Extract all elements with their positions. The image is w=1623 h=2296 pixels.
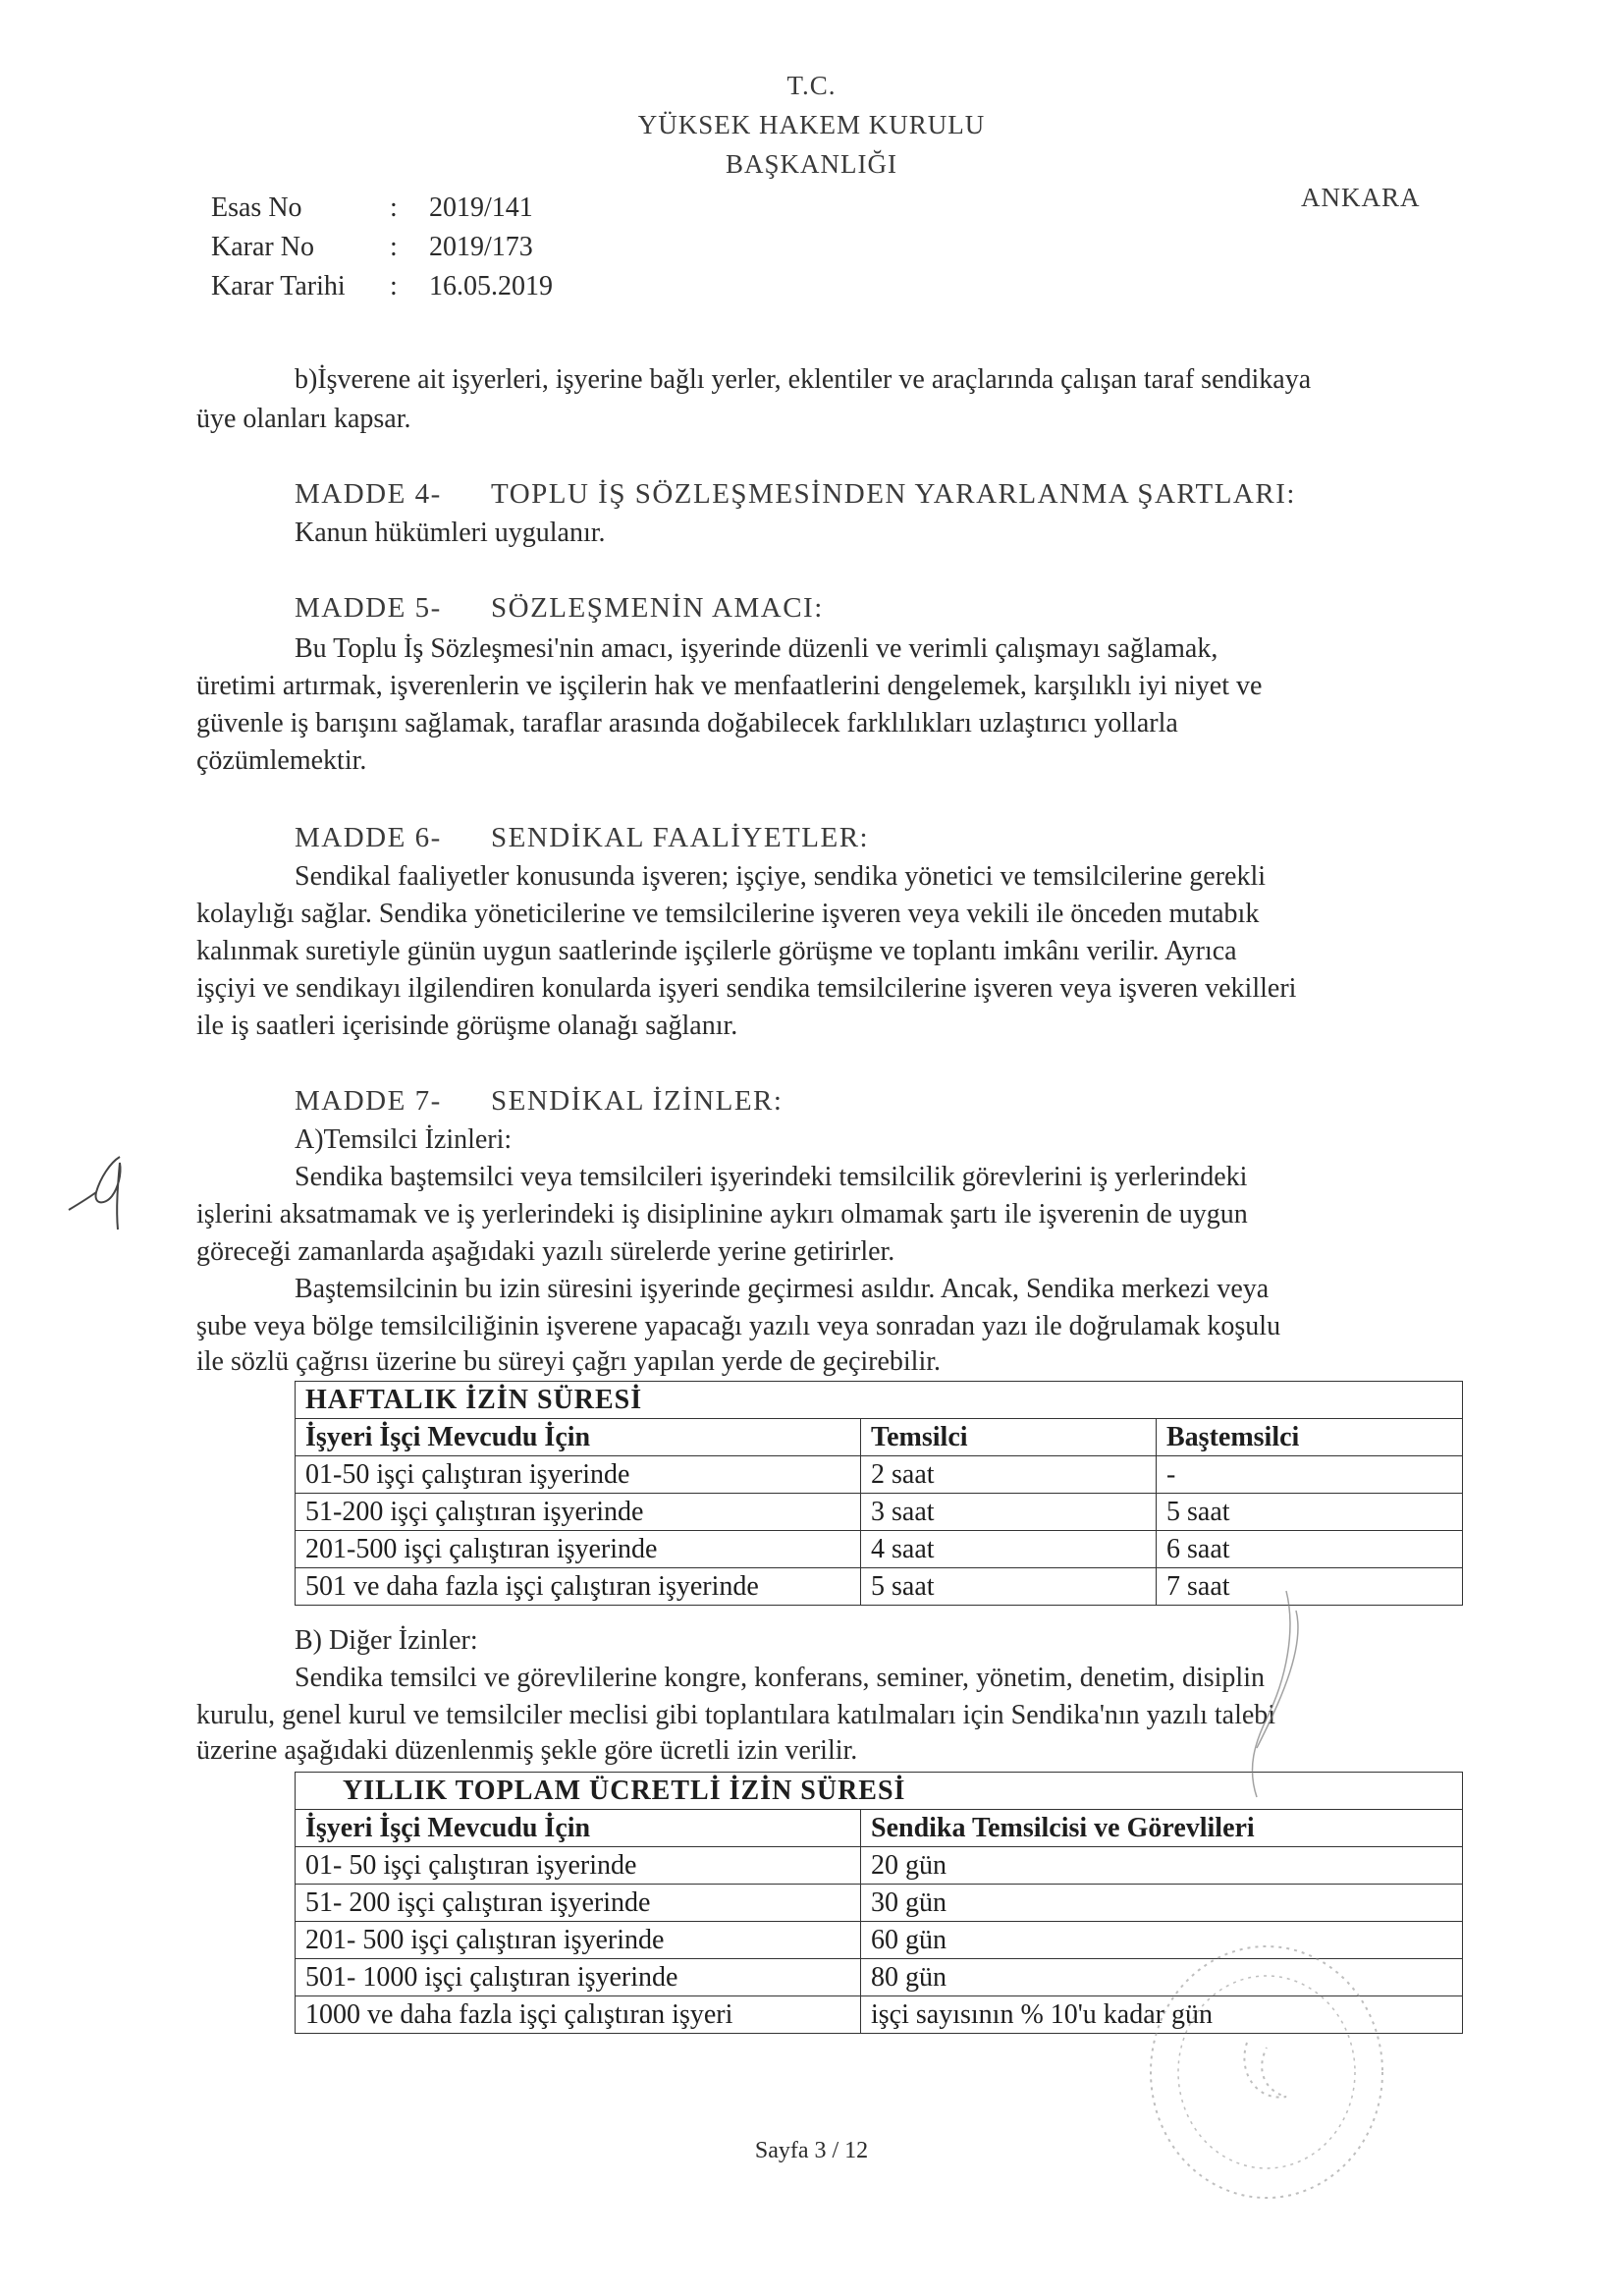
handwritten-initial-mark (61, 1149, 149, 1257)
madde-5-line-2: üretimi artırmak, işverenlerin ve işçilerin hak ve menfaatlerini dengelemek, karşılıklı iyi niyet ve (196, 671, 1263, 701)
madde-7-b-line-1: Sendika temsilci ve görevlilerine kongre, konferans, seminer, yönetim, denetim, disiplin (295, 1663, 1265, 1693)
table-cell: 201- 500 işçi çalıştıran işyerinde (296, 1922, 861, 1959)
page-number: Sayfa 3 / 12 (754, 2138, 869, 2163)
madde-7-heading (295, 1082, 783, 1120)
table-cell: 60 gün (861, 1922, 1463, 1959)
madde-6-title: SENDİKAL FAALİYETLER: (491, 822, 870, 853)
meta-colon: : (390, 192, 398, 223)
meta-label: Karar Tarihi (211, 271, 346, 301)
table-cell: 80 gün (861, 1959, 1463, 1996)
madde-6-line-2: kolaylığı sağlar. Sendika yöneticilerine ve temsilcilerine işveren veya vekili ile önceden mutabık (196, 899, 1260, 929)
table-cell: 20 gün (861, 1847, 1463, 1885)
col-header-chief-representative: Baştemsilci (1157, 1419, 1463, 1456)
table-cell: 51- 200 işçi çalıştıran işyerinde (296, 1885, 861, 1922)
table-row (296, 1494, 1463, 1531)
table-cell: 501- 1000 işçi çalıştıran işyerinde (296, 1959, 861, 1996)
meta-row-esas (211, 189, 553, 228)
madde-7-a-line-1: Sendika baştemsilci veya temsilcileri işyerindeki temsilcilik görevlerini iş yerlerindeki (295, 1162, 1248, 1192)
meta-value: 16.05.2019 (429, 271, 553, 301)
weekly-leave-title: HAFTALIK İZİN SÜRESİ (296, 1382, 1463, 1419)
table-cell: 2 saat (861, 1456, 1157, 1494)
madde-6-line-1: Sendikal faaliyetler konusunda işveren; işçiye, sendika yönetici ve temsilcilerine gerekli (295, 861, 1267, 892)
madde-4-text: Kanun hükümleri uygulanır. (295, 518, 606, 548)
meta-label: Karar No (211, 232, 314, 262)
madde-7-b-line-3: üzerine aşağıdaki düzenlenmiş şekle göre ücretli izin verilir. (196, 1735, 858, 1766)
table-cell: işçi sayısının % 10'u kadar gün (861, 1996, 1463, 2034)
madde-5-heading (295, 589, 824, 627)
table-cell: 01-50 işçi çalıştıran işyerinde (296, 1456, 861, 1494)
table-cell: 51-200 işçi çalıştıran işyerinde (296, 1494, 861, 1531)
table-row (296, 1456, 1463, 1494)
table-header-row (296, 1419, 1463, 1456)
col-header-representative: Temsilci (861, 1419, 1157, 1456)
meta-value: 2019/173 (429, 232, 533, 262)
table-cell: 01- 50 işçi çalıştıran işyerinde (296, 1847, 861, 1885)
madde-5-line-1: Bu Toplu İş Sözleşmesi'nin amacı, işyerinde düzenli ve verimli çalışmayı sağlamak, (295, 633, 1218, 664)
madde-6-line-5: ile iş saatleri içerisinde görüşme olanağı sağlanır. (196, 1011, 738, 1041)
madde-7-b-line-2: kurulu, genel kurul ve temsilciler meclisi gibi toplantılara katılmaları için Sendika'nın yazılı talebi (196, 1700, 1276, 1730)
madde-5-title: SÖZLEŞMENİN AMACI: (491, 592, 824, 624)
table-row (296, 1885, 1463, 1922)
col-header-workforce: İşyeri İşçi Mevcudu İçin (296, 1810, 861, 1847)
madde-4-number: MADDE 4- (295, 478, 442, 510)
madde-4-title: TOPLU İŞ SÖZLEŞMESİNDEN YARARLANMA ŞARTLARI: (491, 478, 1296, 510)
madde-5-line-3: güvenle iş barışını sağlamak, taraflar arasında doğabilecek farklılıkları uzlaştırıcı yollarla (196, 708, 1178, 738)
meta-row-tarih (211, 267, 553, 306)
table-cell: 5 saat (1157, 1494, 1463, 1531)
header-presidency: BAŞKANLIĞI (726, 149, 897, 179)
official-stamp (1129, 1925, 1404, 2219)
madde-5-line-4: çözümlemektir. (196, 745, 367, 776)
madde-4-heading (295, 475, 1296, 513)
table-cell: 501 ve daha fazla işçi çalıştıran işyerinde (296, 1568, 861, 1606)
table-cell: - (1157, 1456, 1463, 1494)
madde-7-sub-b: B) Diğer İzinler: (295, 1625, 478, 1656)
madde-7-a-line-5: şube veya bölge temsilciliğinin işverene yapacağı yazılı veya sonradan yazı ile doğrulamak koşulu (196, 1311, 1281, 1341)
annual-leave-title: YILLIK TOPLAM ÜCRETLİ İZİN SÜRESİ (296, 1773, 1463, 1810)
col-header-workforce: İşyeri İşçi Mevcudu İçin (296, 1419, 861, 1456)
table-cell: 201-500 işçi çalıştıran işyerinde (296, 1531, 861, 1568)
madde-6-number: MADDE 6- (295, 822, 442, 853)
meta-label: Esas No (211, 192, 302, 223)
case-meta (211, 189, 553, 306)
table-cell: 6 saat (1157, 1531, 1463, 1568)
madde-7-a-line-4: Baştemsilcinin bu izin süresini işyerinde geçirmesi asıldır. Ancak, Sendika merkezi veya (295, 1274, 1270, 1304)
madde-7-number: MADDE 7- (295, 1085, 442, 1117)
madde-6-heading (295, 819, 869, 856)
intro-line-2: üye olanları kapsar. (196, 404, 411, 434)
madde-7-a-line-2: işlerini aksatmamak ve iş yerlerindeki iş disiplinine aykırı olmamak şartı ile işverenin de uygun (196, 1199, 1248, 1230)
meta-row-karar (211, 228, 553, 267)
header-city: ANKARA (1301, 183, 1421, 212)
madde-7-sub-a: A)Temsilci İzinleri: (295, 1124, 513, 1155)
table-cell: 4 saat (861, 1531, 1157, 1568)
intro-line-1: b)İşverene ait işyerleri, işyerine bağlı yerler, eklentiler ve araçlarında çalışan taraf sendikaya (295, 364, 1312, 395)
meta-colon: : (390, 232, 398, 262)
signature-stroke (1217, 1571, 1355, 1886)
madde-6-line-3: kalınmak suretiyle günün uygun saatlerinde işçilerle görüşme ve toplantı imkânı verilir. Ayrıca (196, 936, 1237, 966)
table-row (296, 1531, 1463, 1568)
madde-7-a-line-6: ile sözlü çağrısı üzerine bu süreyi çağrı yapılan yerde de geçirebilir. (196, 1346, 942, 1377)
table-cell: 3 saat (861, 1494, 1157, 1531)
madde-7-title: SENDİKAL İZİNLER: (491, 1085, 784, 1117)
table-cell: 30 gün (861, 1885, 1463, 1922)
madde-6-line-4: işçiyi ve sendikayı ilgilendiren konularda işyeri sendika temsilcilerine işveren veya işveren vekilleri (196, 973, 1297, 1004)
table-cell: 1000 ve daha fazla işçi çalıştıran işyeri (296, 1996, 861, 2034)
col-header-union-staff: Sendika Temsilcisi ve Görevlileri (861, 1810, 1463, 1847)
table-cell: 5 saat (861, 1568, 1157, 1606)
meta-value: 2019/141 (429, 192, 533, 223)
table-title-row (296, 1382, 1463, 1419)
header-institution: YÜKSEK HAKEM KURULU (637, 110, 986, 139)
header-tc: T.C. (786, 71, 837, 100)
table-cell: 7 saat (1157, 1568, 1463, 1606)
meta-colon: : (390, 271, 398, 301)
madde-5-number: MADDE 5- (295, 592, 442, 624)
madde-7-a-line-3: göreceği zamanlarda aşağıdaki yazılı sürelerde yerine getirirler. (196, 1236, 895, 1267)
